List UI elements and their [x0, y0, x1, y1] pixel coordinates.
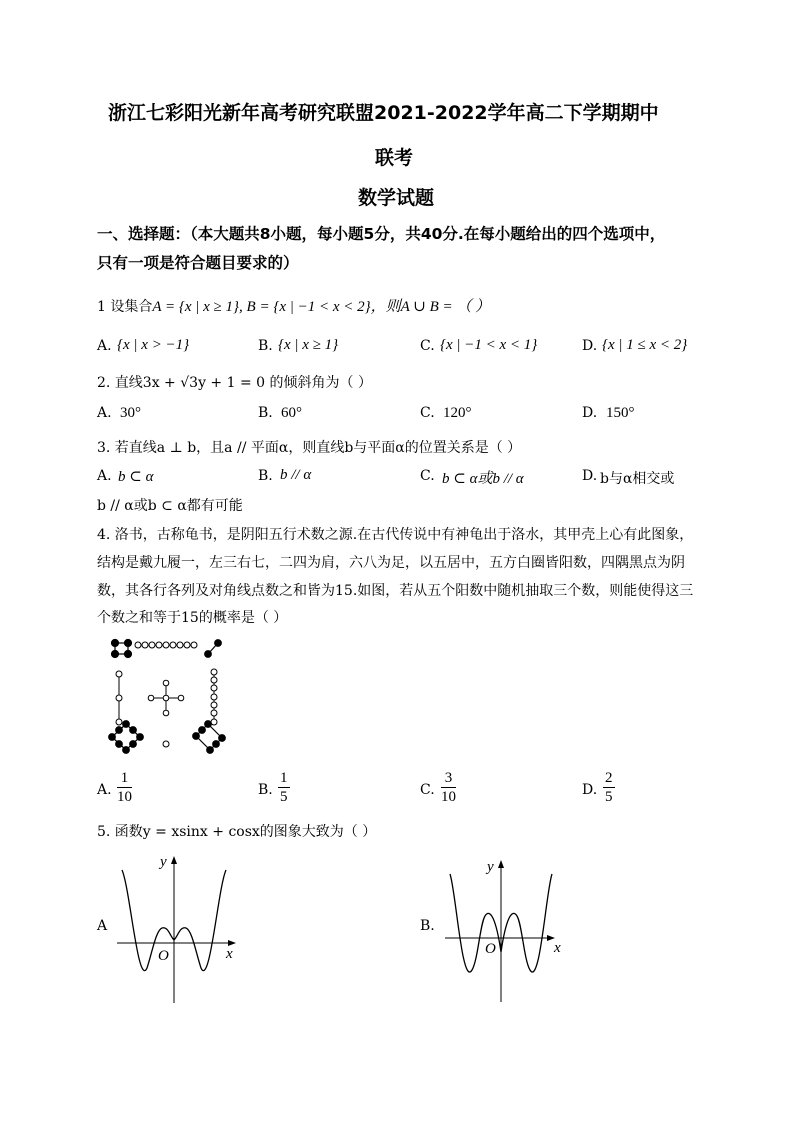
q1-option-a-label: A.: [97, 338, 112, 354]
q2-option-c: 120°: [443, 405, 472, 421]
q1-option-d-label: D.: [582, 338, 598, 354]
luoshu-nine-circles: [135, 642, 197, 648]
graph-a-origin-label: O: [158, 948, 169, 964]
graph-b-label: B.: [420, 918, 435, 934]
q1-suffix: ，则A ∪ B = （ ）: [370, 299, 491, 315]
question-5: 5. 函数y = xsinx + cosx的图象大致为（ ）: [97, 824, 377, 840]
question-3: 3. 若直线a ⊥ b，且a // 平面α，则直线b与平面α的位置关系是（ ）: [97, 440, 522, 456]
question-2: 2. 直线3x + √3y + 1 = 0 的倾斜角为（ ）: [97, 375, 372, 391]
luoshu-eight-dots: [109, 721, 144, 754]
q1-option-c-label: C.: [420, 338, 435, 354]
q3-option-d-continuation: b // α或b ⊂ α都有可能: [97, 498, 243, 514]
section-heading-line2: 只有一项是符合题目要求的）: [97, 254, 299, 272]
question-4-line4: 个数之和等于15的概率是（ ）: [97, 610, 288, 626]
question-4-line2: 结构是戴九履一，左三右七，二四为肩，六八为足，以五居中，五方白圈皆阳数，四隅黑点为阴: [97, 555, 685, 571]
q4-option-b: $\frac{1}{5}$: [280, 770, 288, 805]
luoshu-three-circles: [116, 671, 122, 725]
q4-option-c-label: C.: [420, 782, 435, 798]
section-heading: 一、选择题：（本大题共8小题，每小题5分，共40分.在每小题给出的四个选项中，: [97, 225, 666, 243]
q4-option-d: $\frac{2}{5}$: [605, 770, 613, 805]
q2-option-c-label: C.: [420, 405, 435, 421]
q3-option-b-label: B.: [258, 468, 273, 484]
q1-option-c: {x | −1 < x < 1}: [440, 337, 538, 353]
q1-prefix: 1 设集合: [97, 299, 153, 315]
graph-a-y-label: y: [160, 854, 167, 870]
luoshu-five-circles: [148, 680, 184, 716]
graph-a-label: A: [97, 918, 108, 934]
q3-option-b: b // α: [280, 467, 312, 483]
q2-option-a: 30°: [120, 405, 141, 421]
question-1: [97, 295, 490, 316]
graph-b-y-label: y: [487, 859, 494, 875]
q3-option-a-label: A.: [97, 468, 112, 484]
q1-option-b-label: B.: [258, 338, 273, 354]
page-title-line2: 联考: [375, 147, 414, 169]
graph-a: [112, 848, 247, 1008]
q3-option-a: b ⊂ α: [118, 469, 154, 485]
luoshu-two-dots: [205, 640, 222, 658]
q4-option-a-label: A.: [97, 782, 112, 798]
luoshu-six-dots: [193, 721, 226, 754]
q1-option-a: {x | x > −1}: [117, 337, 190, 353]
q4-option-b-label: B.: [258, 782, 273, 798]
q2-option-d: 150°: [606, 405, 635, 421]
q2-option-b-label: B.: [258, 405, 273, 421]
graph-b-x-label: x: [554, 940, 561, 956]
q1-sets: A = {x | x ≥ 1}, B = {x | −1 < x < 2}: [152, 299, 371, 315]
q4-option-a: $\frac{1}{10}$: [117, 770, 132, 805]
luoshu-one-circle: [163, 741, 169, 747]
q2-option-b: 60°: [281, 405, 302, 421]
graph-a-x-label: x: [226, 946, 233, 962]
q1-option-d: {x | 1 ≤ x < 2}: [602, 337, 688, 353]
luoshu-seven-circles: [211, 669, 217, 725]
luoshu-figure: [100, 632, 240, 756]
graph-b-y-arrow: [498, 860, 504, 868]
luoshu-four-dots: [112, 640, 132, 658]
question-4-line3: 数，其各行各列及对角线点数之和皆为15.如图，若从五个阳数中随机抽取三个数，则能使得这三: [97, 583, 694, 599]
q4-option-d-label: D.: [582, 782, 598, 798]
graph-a-y-arrow: [171, 856, 177, 864]
graph-b-origin-label: O: [485, 941, 496, 957]
q4-option-c: $\frac{3}{10}$: [441, 770, 456, 805]
q3-option-d-label: D.: [582, 468, 598, 484]
q3-option-c: b ⊂ α或b // α: [442, 471, 524, 487]
q2-option-a-label: A.: [97, 405, 112, 421]
q1-option-b: {x | x ≥ 1}: [278, 337, 339, 353]
question-4-line1: 4. 洛书，古称龟书，是阴阳五行术数之源.在古代传说中有神龟出于洛水，其甲壳上心有此图象，: [97, 527, 694, 543]
page-title: 浙江七彩阳光新年高考研究联盟2021-2022学年高二下学期期中: [108, 102, 659, 124]
page-subtitle: 数学试题: [358, 187, 435, 209]
q3-option-c-label: C.: [420, 468, 435, 484]
graph-b: [440, 852, 575, 1004]
q2-option-d-label: D.: [582, 405, 598, 421]
q3-option-d: b与α相交或: [600, 471, 675, 487]
